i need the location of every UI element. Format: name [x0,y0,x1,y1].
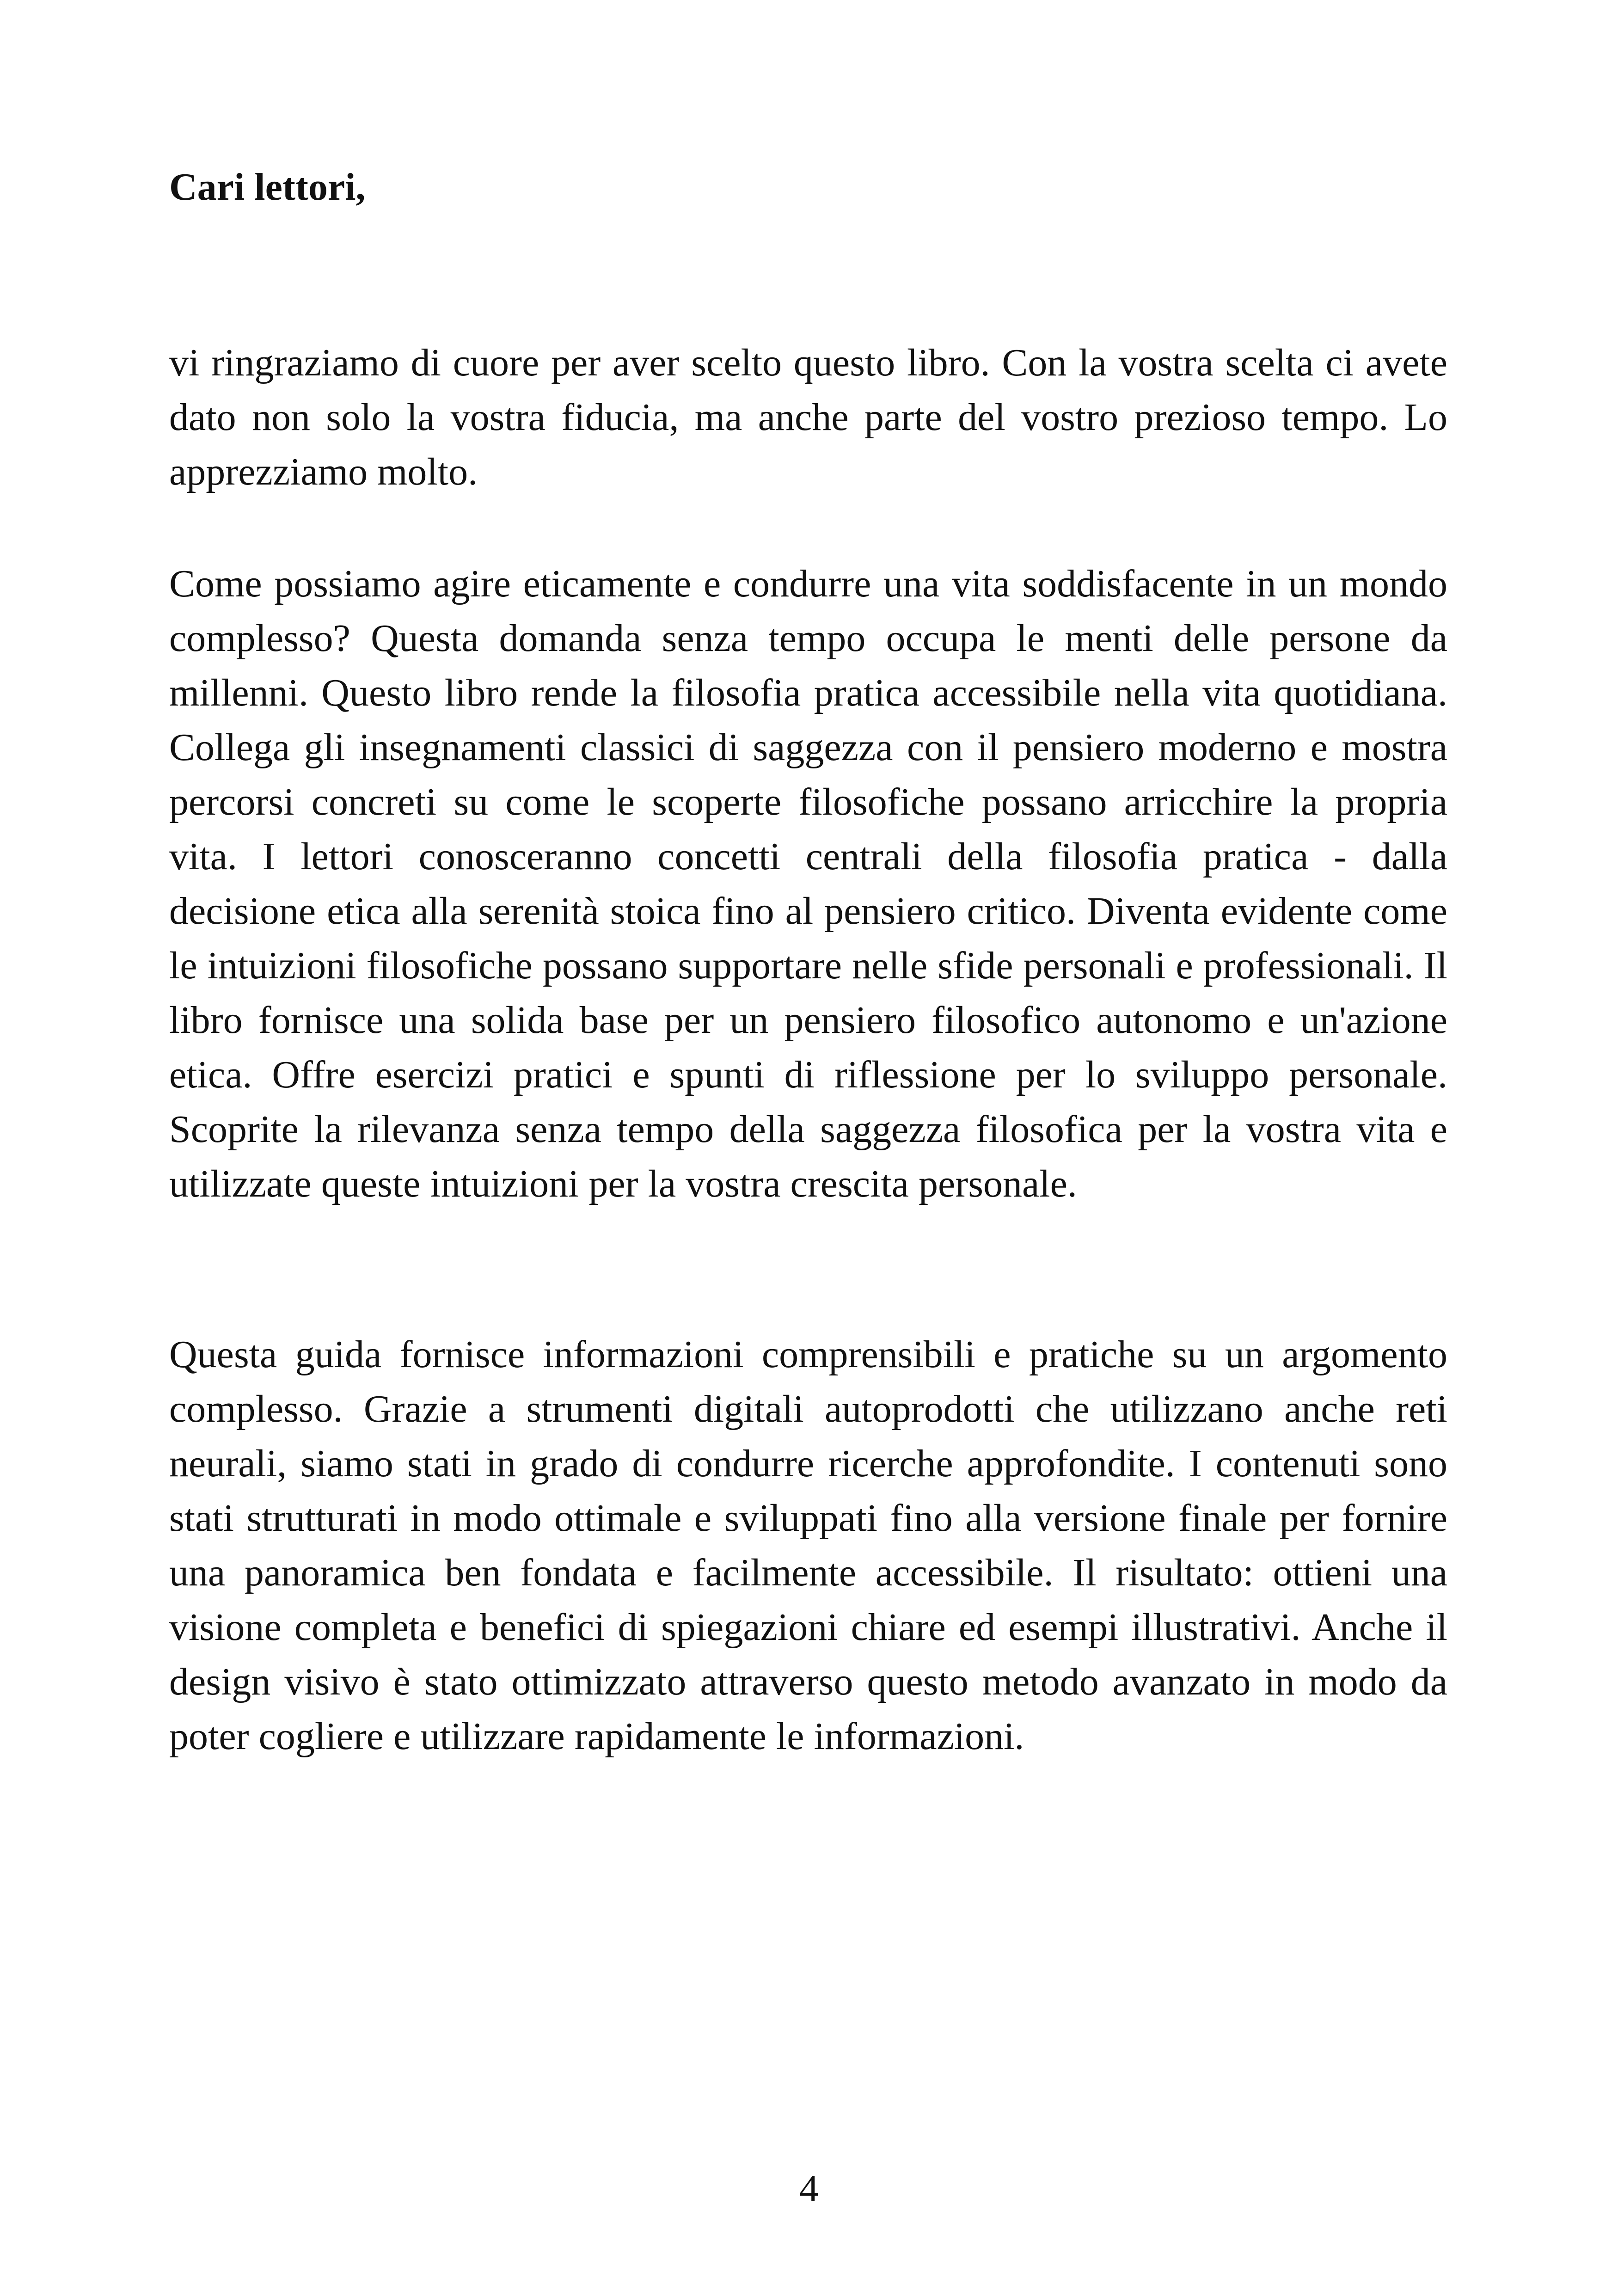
paragraph-guide-method: Questa guida fornisce informazioni comprensibili e pratiche su un argomento complesso. Grazie a strumenti digitali autoprodotti che utilizzano anche reti neurali, siamo stati in grado di condurre ricerche approfondite. I contenuti sono stati strutturati in modo ottimale e sviluppati fino alla versione finale per fornire una panoramica ben fondata e facilmente accessibile. Il risultato: ottieni una visione completa e benefici di spiegazioni chiare ed esempi illustrativi. Anche il design visivo è stato ottimizzato attraverso questo metodo avanzato in modo da poter cogliere e utilizzare rapidamente le informazioni. [169,1333,1447,1758]
page-number: 4 [799,2167,819,2210]
paragraph-thanks: vi ringraziamo di cuore per aver scelto questo libro. Con la vostra scelta ci avete dato non solo la vostra fiducia, ma anche parte del vostro prezioso tempo. Lo apprezziamo molto. [169,341,1447,493]
letter-salutation: Cari lettori, [169,166,366,209]
paragraph-book-description: Come possiamo agire eticamente e condurre una vita soddisfacente in un mondo complesso? Questa domanda senza tempo occupa le menti delle persone da millenni. Questo libro rende la filosofia pratica accessibile nella vita quotidiana. Collega gli insegnamenti classici di saggezza con il pensiero moderno e mostra percorsi concreti su come le scoperte filosofiche possano arricchire la propria vita. I lettori conosceranno concetti centrali della filosofia pratica - dalla decisione etica alla serenità stoica fino al pensiero critico. Diventa evidente come le intuizioni filosofiche possano supportare nelle sfide personali e professionali. Il libro fornisce una solida base per un pensiero filosofico autonomo e un'azione etica. Offre esercizi pratici e spunti di riflessione per lo sviluppo personale. Scoprite la rilevanza senza tempo della saggezza filosofica per la vostra vita e utilizzate queste intuizioni per la vostra crescita personale. [169,562,1447,1205]
